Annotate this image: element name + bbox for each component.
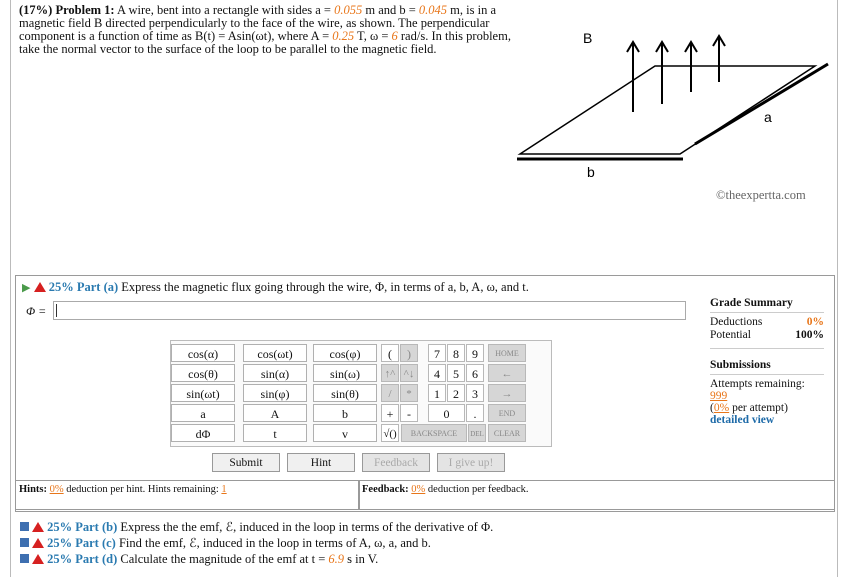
key-close-paren[interactable]: ) [400,344,418,362]
key-up-arrow[interactable]: ↑^ [381,364,399,382]
key-9[interactable]: 9 [466,344,484,362]
equation-keypad [170,340,552,447]
problem-text-3: m, is in a magnetic field B directed perpendicularly to the face of the wire, as shown. The perpendicular component is a function of time as B(t) = Asin(ωt), where A = [19,3,497,43]
key-divide[interactable]: / [381,384,399,402]
value-b: 0.045 [418,3,448,17]
key-b[interactable]: b [313,404,377,422]
deductions-value: 0% [806,316,824,328]
key-open-paren[interactable]: ( [381,344,399,362]
key-6[interactable]: 6 [466,364,484,382]
expand-icon[interactable] [20,554,29,563]
key-7[interactable]: 7 [428,344,446,362]
give-up-button[interactable]: I give up! [437,453,505,472]
key-3[interactable]: 3 [466,384,484,402]
key-t[interactable]: t [243,424,307,442]
problem-text-2: m and b = [362,3,419,17]
feedback-text: deduction per feedback. [427,484,529,495]
attempts-value: 999 [710,390,728,402]
attempts-label: Attempts remaining: [710,378,805,390]
key-a[interactable]: a [171,404,235,422]
key-down-arrow[interactable]: ^↓ [400,364,418,382]
key-cos-alpha[interactable]: cos(α) [171,344,235,362]
key-4[interactable]: 4 [428,364,446,382]
potential-value: 100% [795,329,824,341]
value-A: 0.25 [332,29,355,43]
deductions-row [710,316,824,329]
play-icon[interactable]: ▶ [22,282,31,294]
part-a-text: Express the magnetic flux going through the wire, Φ, in terms of a, b, A, ω, and t. [121,280,529,294]
key-1[interactable]: 1 [428,384,446,402]
problem-statement [19,4,519,56]
feedback-box [358,480,835,510]
answer-input[interactable] [53,301,686,320]
submissions-title: Submissions [710,359,771,371]
part-d-text: Calculate the magnitude of the emf at t = [120,552,329,566]
key-sin-omega[interactable]: sin(ω) [313,364,377,382]
key-home[interactable]: HOME [488,344,526,362]
figure-label-b: b [587,164,595,180]
potential-row [710,329,824,342]
hints-box [15,480,360,510]
figure-label-a: a [764,109,772,125]
feedback-button[interactable]: Feedback [362,453,430,472]
key-decimal[interactable]: . [466,404,484,422]
hints-pct: 0% [49,484,64,495]
part-c-percent: 25% Part (c) [47,536,116,550]
key-sin-phi[interactable]: sin(φ) [243,384,307,402]
per-attempt-row: (0% per attempt) [710,402,788,414]
value-t: 6.9 [328,552,345,566]
detailed-view-link[interactable]: detailed view [710,414,775,426]
key-0[interactable]: 0 [428,404,465,422]
warning-icon [32,554,44,564]
potential-label: Potential [710,329,751,341]
grade-summary [710,297,824,426]
answer-label: Φ = [26,304,47,318]
key-5[interactable]: 5 [447,364,465,382]
copyright: ©theexpertta.com [716,188,806,202]
part-a-percent: 25% Part (a) [48,280,119,294]
key-8[interactable]: 8 [447,344,465,362]
per-attempt-text: per attempt) [732,402,788,414]
submit-button[interactable]: Submit [212,453,280,472]
part-b-row[interactable] [20,519,493,535]
key-sin-alpha[interactable]: sin(α) [243,364,307,382]
value-omega: 6 [391,29,398,43]
key-clear[interactable]: CLEAR [488,424,526,442]
part-a-header [22,280,529,295]
key-plus[interactable]: + [381,404,399,422]
feedback-label: Feedback: [362,484,409,495]
grade-summary-title: Grade Summary [710,297,793,309]
key-minus[interactable]: - [400,404,418,422]
key-sin-theta[interactable]: sin(θ) [313,384,377,402]
hints-remaining: 1 [221,484,227,495]
value-a: 0.055 [334,3,363,17]
part-c-text: Find the emf, ℰ, induced in the loop in terms of A, ω, a, and b. [118,536,431,550]
key-sin-omega-t[interactable]: sin(ωt) [171,384,235,402]
hints-label: Hints: [19,484,48,495]
deductions-label: Deductions [710,316,763,328]
key-backspace[interactable]: BACKSPACE [401,424,467,442]
attempts-row [710,378,824,402]
key-multiply[interactable]: * [400,384,418,402]
key-right-arrow[interactable]: → [488,384,526,402]
warning-icon [32,538,44,548]
key-end[interactable]: END [488,404,526,422]
part-d-text-2: s in V. [344,552,379,566]
problem-text-5: rad/s. In this problem, take the normal vector to the surface of the loop to be parallel to the magnetic field. [19,29,511,56]
part-b-text: Express the the emf, ℰ, induced in the loop in terms of the derivative of Φ. [120,520,494,534]
key-cos-phi[interactable]: cos(φ) [313,344,377,362]
problem-text-4: T, ω = [354,29,392,43]
key-del[interactable]: DEL [468,424,486,442]
problem-label: Problem 1: [55,3,115,17]
problem-text-1: A wire, bent into a rectangle with sides a = [117,3,335,17]
key-left-arrow[interactable]: ← [488,364,526,382]
part-b-percent: 25% Part (b) [47,520,118,534]
hint-button[interactable]: Hint [287,453,355,472]
figure-label-B: B [583,30,593,46]
key-cos-omega-t[interactable]: cos(ωt) [243,344,307,362]
key-sqrt[interactable]: √() [381,424,399,442]
warning-icon [34,282,46,292]
part-d-percent: 25% Part (d) [47,552,118,566]
part-d-row[interactable] [20,551,493,567]
other-parts-list [20,519,493,567]
key-2[interactable]: 2 [447,384,465,402]
expand-icon[interactable] [20,522,29,531]
hints-text: deduction per hint. Hints remaining: [66,484,219,495]
key-A[interactable]: A [243,404,307,422]
feedback-pct: 0% [411,484,426,495]
key-dPhi[interactable]: dΦ [171,424,235,442]
warning-icon [32,522,44,532]
expand-icon[interactable] [20,538,29,547]
key-v[interactable]: v [313,424,377,442]
part-c-row[interactable] [20,535,493,551]
problem-percent: (17%) [19,3,53,17]
rectangle-loop-figure [505,22,835,182]
per-attempt-pct: 0% [713,402,730,414]
key-cos-theta[interactable]: cos(θ) [171,364,235,382]
